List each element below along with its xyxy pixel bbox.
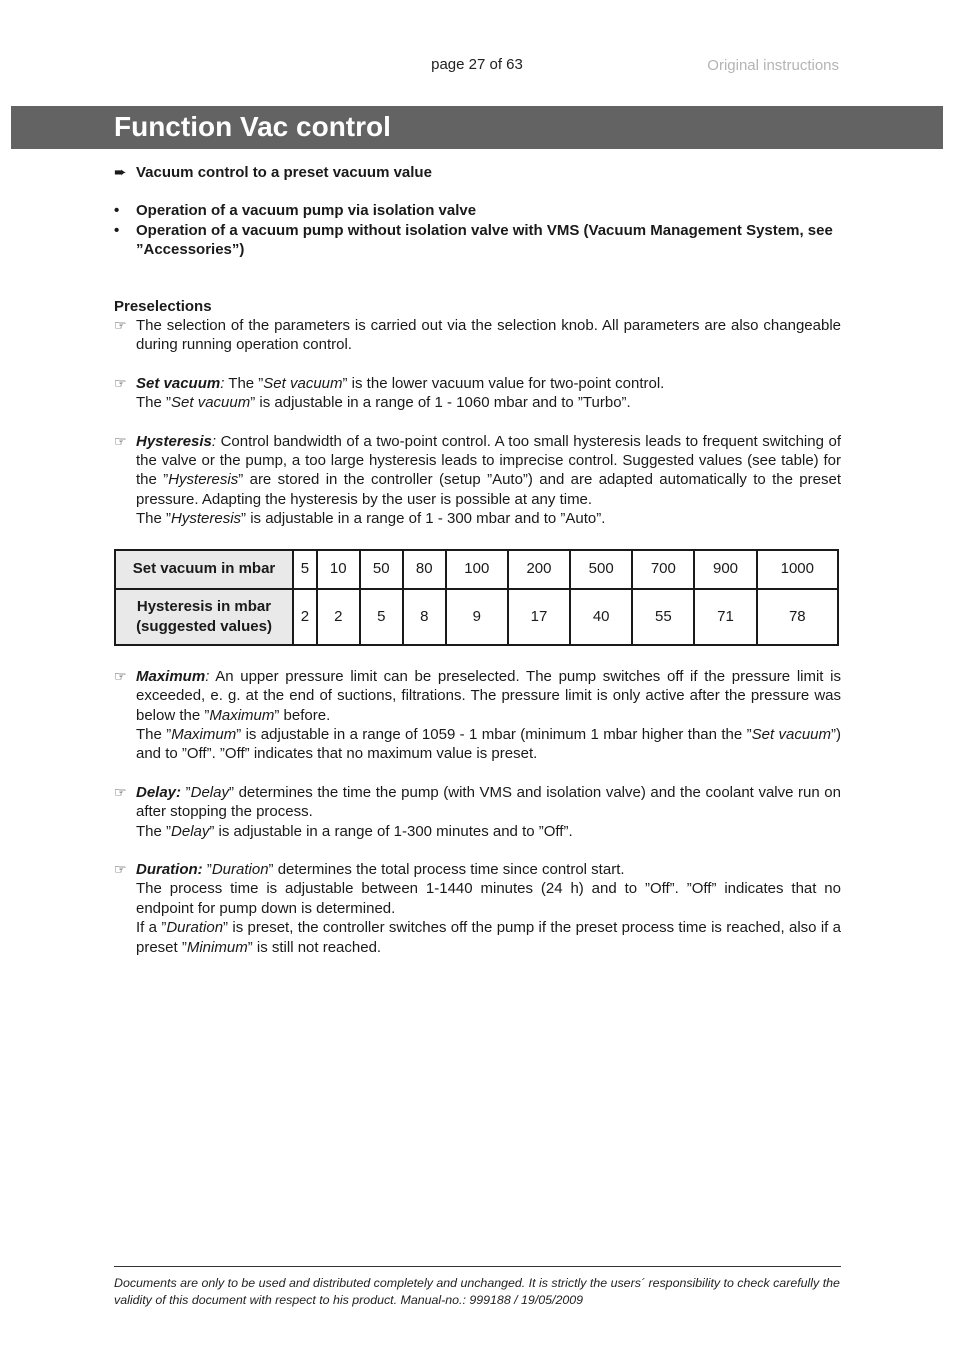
delay-line1: Delay: ”Delay” determines the time the pump (with VMS and isolation valve) and the coolant valve run on after stopping the process. [136,783,841,821]
table-cell: 200 [508,550,570,589]
duration-line2: The process time is adjustable between 1-1440 minutes (24 h) and to ”Off”. ”Off” indicates that no endpoint for pump down is determined. [136,880,841,917]
duration-term: Duration: [136,860,203,878]
pointing-hand-icon: ☞ [114,432,127,449]
table-cell: 80 [403,550,446,589]
table-cell: 50 [360,550,403,589]
hysteresis-line1: Hysteresis: Control bandwidth of a two-point control. A too small hysteresis leads to frequent switching of the valve or the pump, a too large hysteresis leads to imprecise control. Suggested values (see table) for the ”Hysteresis” are stored in the controller (setup ”Auto”) and are adapted automatically to the preset pressure. Adapting the hysteresis by the user is possible at any time. [136,432,841,508]
table-cell: 2 [317,589,360,645]
table-cell: 10 [317,550,360,589]
hysteresis-line2: The ”Hysteresis” is adjustable in a range of 1 - 300 mbar and to ”Auto”. [136,510,606,528]
table-cell: 900 [694,550,756,589]
table-cell: 40 [570,589,632,645]
hysteresis-term: Hysteresis [136,432,212,450]
bullet-text: Operation of a vacuum pump without isolation valve with VMS (Vacuum Management System, see ”Accessories”) [136,221,833,259]
table-cell: 700 [632,550,694,589]
bullet-item [114,201,841,220]
pointing-hand-icon: ☞ [114,667,127,684]
pointing-hand-icon: ☞ [114,317,127,334]
hysteresis-table [114,549,839,646]
main-content [114,163,841,957]
set-vacuum-line1: Set vacuum: The ”Set vacuum” is the lower vacuum value for two-point control. [136,374,665,392]
pointing-hand-icon: ☞ [114,783,127,800]
page-number: page 27 of 63 [431,56,523,73]
duration-line1: Duration: ”Duration” determines the total process time since control start. [136,860,625,878]
bullet-icon: • [114,202,120,220]
maximum-term: Maximum [136,667,206,685]
footer-disclaimer: Documents are only to be used and distributed completely and unchanged. It is strictly the users´ responsibility to check carefully the validity of this document with respect to his product. Manual-no.: 999188 / 19/05/2009 [114,1276,840,1307]
table-cell: 17 [508,589,570,645]
page-title: Function Vac control [114,111,391,142]
table-cell: 100 [446,550,508,589]
arrow-right-icon: ➨ [114,164,127,181]
title-bar [11,106,943,149]
arrow-item [114,163,841,182]
table-cell: 8 [403,589,446,645]
footer-divider [114,1266,841,1267]
set-vacuum-item [114,374,841,413]
document-type-label: Original instructions [707,57,839,74]
table-cell: 9 [446,589,508,645]
set-vacuum-term: Set vacuum [136,374,221,392]
table-row [115,550,838,589]
duration-item [114,860,841,957]
maximum-line2: The ”Maximum” is adjustable in a range of 1059 - 1 mbar (minimum 1 mbar higher than the ”Set vacuum”) and to ”Off”. ”Off” indicates that no maximum value is preset. [136,725,841,763]
bullet-icon: • [114,221,120,239]
preselections-text: The selection of the parameters is carried out via the selection knob. All parameters are also changeable during running operation control. [136,317,841,354]
table-row [115,589,838,645]
delay-line2: The ”Delay” is adjustable in a range of 1-300 minutes and to ”Off”. [136,822,573,840]
table-cell: 71 [694,589,756,645]
pointing-hand-icon: ☞ [114,374,127,391]
table-cell: 2 [293,589,317,645]
arrow-item-text: Vacuum control to a preset vacuum value [136,164,432,181]
bullet-text: Operation of a vacuum pump via isolation valve [136,202,477,220]
delay-term: Delay: [136,783,182,801]
table-cell: 5 [360,589,403,645]
table-cell: 78 [757,589,838,645]
preselections-item [114,316,841,355]
maximum-item [114,667,841,764]
row-header: Hysteresis in mbar (suggested values) [115,589,293,645]
hysteresis-item [114,432,841,529]
pointing-hand-icon: ☞ [114,860,127,877]
row-header: Set vacuum in mbar [115,550,293,589]
duration-line3: If a ”Duration” is preset, the controller switches off the pump if the preset process time is reached, also if a preset ”Minimum” is still not reached. [136,919,841,956]
table-cell: 500 [570,550,632,589]
table-cell: 55 [632,589,694,645]
table-cell: 5 [293,550,317,589]
preselections-heading: Preselections [114,297,212,315]
bullet-item [114,221,841,260]
maximum-line1: Maximum: An upper pressure limit can be preselected. The pump switches off if the pressure limit is exceeded, e. g. at the end of suctions, filtrations. The pressure limit is only active after the pressure was below the ”Maximum” before. [136,667,841,724]
table-cell: 1000 [757,550,838,589]
set-vacuum-line2: The ”Set vacuum” is adjustable in a range of 1 - 1060 mbar and to ”Turbo”. [136,394,631,412]
delay-item [114,783,841,841]
